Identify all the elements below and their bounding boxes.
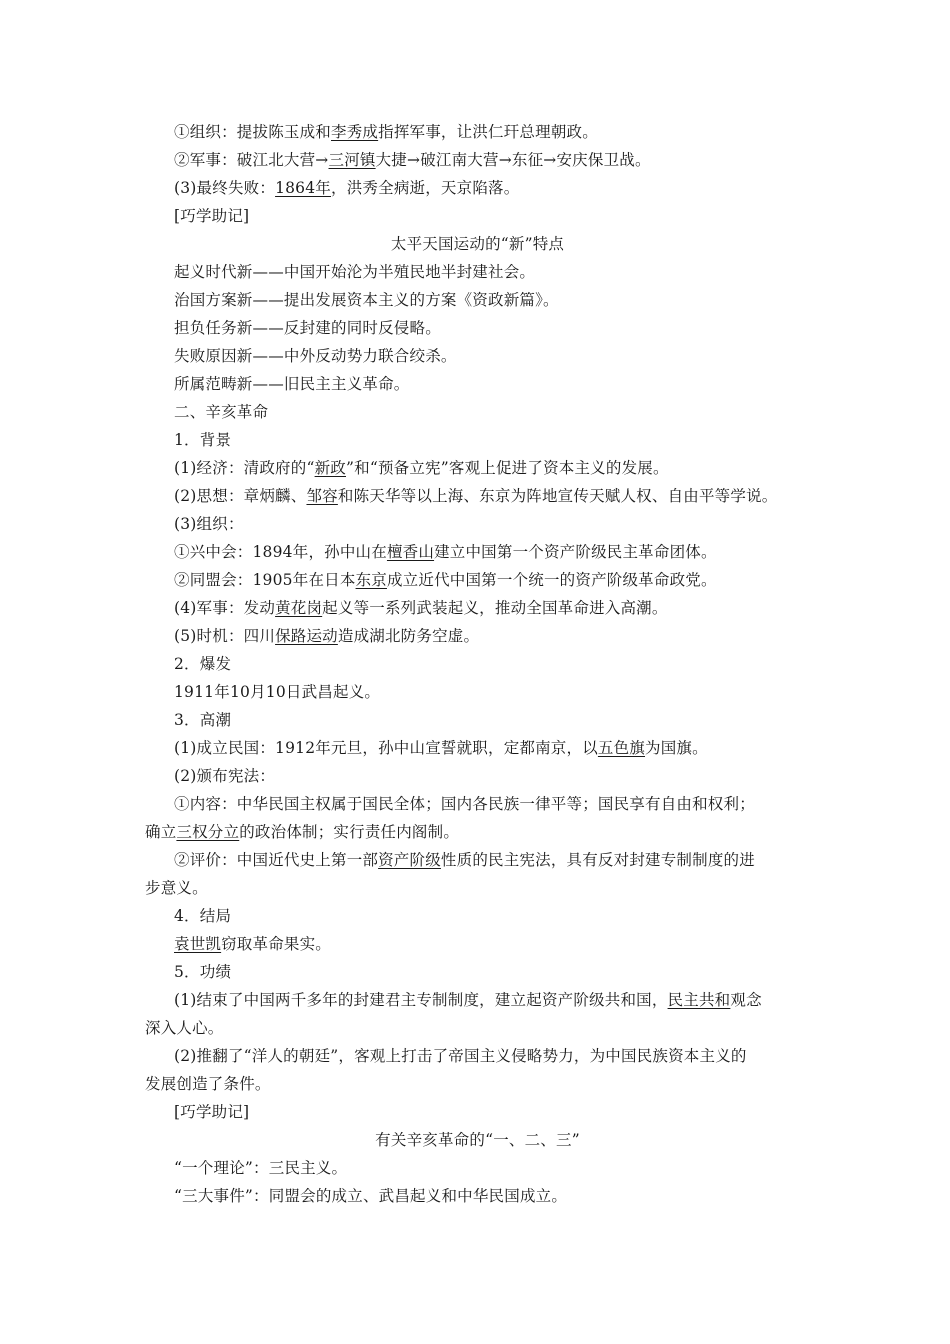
underlined-keyword: 檀香山 [386,543,435,561]
text-segment: 造成湖北防务空虚。 [337,627,480,645]
text-segment: “一个理论”：三民主义。 [174,1159,348,1177]
text-line [145,1070,810,1098]
text-segment: 深入人心。 [145,1019,224,1037]
text-segment: (2)思想：章炳麟、 [174,487,307,505]
text-line [145,818,810,846]
text-segment: 失败原因新——中外反动势力联合绞杀。 [174,347,457,365]
text-segment: 有关辛亥革命的“一、二、三” [375,1131,580,1149]
text-segment: ，洪秀全病逝，天京陷落。 [331,179,520,197]
underlined-keyword: 三河镇 [328,151,376,169]
underlined-keyword: 五色旗 [597,739,646,757]
text-segment: 2．爆发 [174,655,232,673]
text-segment: (1)成立民国：1912年元旦，孙中山宣誓就职，定都南京，以 [174,739,598,757]
text-segment: (3)组织： [174,515,244,533]
text-line [145,538,810,566]
text-line [145,734,810,762]
text-segment: 大捷→破江南大营→东征→安庆保卫战。 [375,151,651,169]
text-line [145,342,810,370]
text-segment: “三大事件”：同盟会的成立、武昌起义和中华民国成立。 [174,1187,568,1205]
text-segment: 1911年10月10日武昌起义。 [174,683,381,701]
text-line [145,594,810,622]
text-segment: ”和“预备立宪”客观上促进了资本主义的发展。 [346,459,669,477]
text-segment: ①内容：中华民国主权属于国民全体；国内各民族一律平等；国民享有自由和权利； [174,795,755,813]
text-segment: 治国方案新——提出发展资本主义的方案《资政新篇》。 [174,291,559,309]
text-line [145,678,810,706]
text-segment: 太平天国运动的“新”特点 [390,235,565,253]
text-segment: 观念 [730,991,762,1009]
text-segment: 为国旗。 [645,739,708,757]
text-line [145,650,810,678]
text-segment: 担负任务新——反封建的同时反侵略。 [174,319,441,337]
text-segment: 建立中国第一个资产阶级民主革命团体。 [434,543,717,561]
underlined-keyword: 李秀成 [331,123,379,141]
text-segment: 确立 [145,823,177,841]
text-segment: (2)颁布宪法： [174,767,276,785]
text-segment: ②同盟会：1905年在日本 [174,571,356,589]
text-line [145,762,810,790]
text-line [145,1014,810,1042]
text-segment: 发展创造了条件。 [145,1075,271,1093]
text-segment: 起义时代新——中国开始沦为半殖民地半封建社会。 [174,263,536,281]
text-segment: 1．背景 [174,431,232,449]
text-segment: 4．结局 [174,907,232,925]
text-segment: (1)结束了中国两千多年的封建君主专制制度，建立起资产阶级共和国， [174,991,668,1009]
text-line [145,790,810,818]
underlined-keyword: 三权分立 [176,823,240,841]
text-line [145,314,810,342]
text-segment: 步意义。 [145,879,208,897]
centered-heading [145,230,810,258]
text-line [145,1182,810,1210]
text-line [145,370,810,398]
text-line [145,398,810,426]
underlined-keyword: 新政 [314,459,346,477]
text-line [145,874,810,902]
text-line [145,454,810,482]
text-line [145,426,810,454]
text-segment: (2)推翻了“洋人的朝廷”，客观上打击了帝国主义侵略势力，为中国民族资本主义的 [174,1047,747,1065]
text-segment: [巧学助记] [174,1103,250,1121]
text-segment: [巧学助记] [174,207,250,225]
underlined-keyword: 保路运动 [275,627,338,645]
underlined-keyword: 资产阶级 [378,851,441,869]
text-line [145,146,810,174]
text-segment: ②评价：中国近代史上第一部 [174,851,379,869]
text-segment: (4)军事：发动 [174,599,276,617]
text-segment: 和陈天华等以上海、东京为阵地宣传天赋人权、自由平等学说。 [337,487,778,505]
text-line [145,174,810,202]
text-line [145,202,810,230]
underlined-keyword: 袁世凯 [174,935,222,953]
text-segment: 5．功绩 [174,963,232,981]
underlined-keyword: 黄花岗 [275,599,323,617]
text-segment: 成立近代中国第一个统一的资产阶级革命政党。 [386,571,717,589]
text-line [145,930,810,958]
text-line [145,566,810,594]
text-line [145,482,810,510]
text-line [145,986,810,1014]
text-line [145,902,810,930]
text-line [145,958,810,986]
text-line [145,510,810,538]
text-line [145,1098,810,1126]
text-segment: ②军事：破江北大营→ [174,151,329,169]
text-segment: (1)经济：清政府的“ [174,459,315,477]
underlined-keyword: 1864年 [275,179,332,197]
text-line [145,286,810,314]
centered-heading [145,1126,810,1154]
text-segment: 起义等一系列武装起义，推动全国革命进入高潮。 [322,599,668,617]
text-segment: 3．高潮 [174,711,232,729]
text-segment: 二、辛亥革命 [174,403,269,421]
document-page [145,118,810,1210]
underlined-keyword: 民主共和 [667,991,731,1009]
text-segment: (3)最终失败： [174,179,276,197]
text-segment: ①组织：提拔陈玉成和 [174,123,332,141]
text-segment: 指挥军事，让洪仁玕总理朝政。 [378,123,598,141]
text-segment: (5)时机：四川 [174,627,276,645]
text-segment: 所属范畴新——旧民主主义革命。 [174,375,410,393]
text-segment: 性质的民主宪法，具有反对封建专制制度的进 [440,851,755,869]
text-line [145,118,810,146]
text-segment: 的政治体制；实行责任内阁制。 [239,823,460,841]
text-line [145,258,810,286]
text-line [145,1154,810,1182]
underlined-keyword: 东京 [355,571,387,589]
text-line [145,706,810,734]
text-line [145,1042,810,1070]
text-segment: ①兴中会：1894年，孙中山在 [174,543,387,561]
underlined-keyword: 邹容 [306,487,338,505]
text-line [145,846,810,874]
text-line [145,622,810,650]
text-segment: 窃取革命果实。 [221,935,332,953]
